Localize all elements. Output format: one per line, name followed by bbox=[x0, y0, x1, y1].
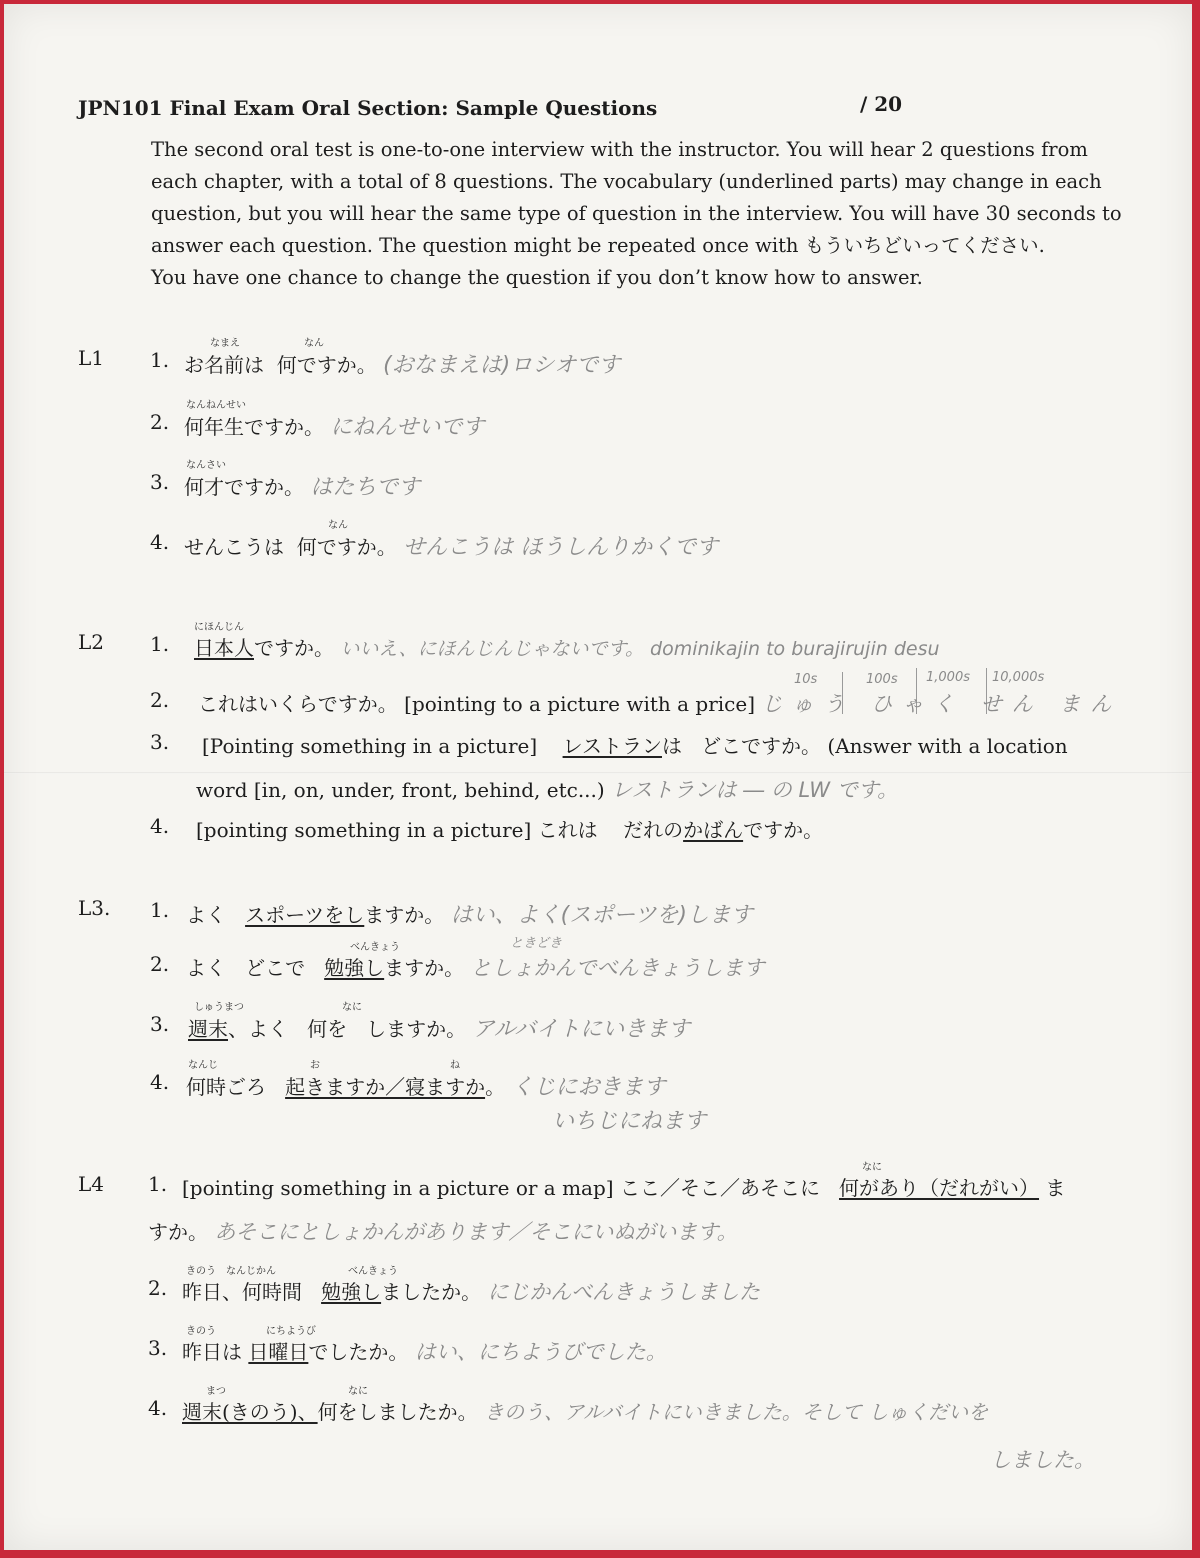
question-number: 4. bbox=[148, 1396, 168, 1420]
handwritten-note: 100s bbox=[866, 672, 898, 687]
question-number: 4. bbox=[150, 530, 170, 554]
question-text: 何才ですか。 はたちです bbox=[184, 475, 421, 500]
question-number: 4. bbox=[150, 1070, 170, 1094]
instruction-line: The second oral test is one-to-one interview with the instructor. You will hear 2 questions from bbox=[151, 138, 1088, 161]
furigana: にちようび bbox=[266, 1326, 316, 1337]
handwritten-answer: はたちです bbox=[310, 475, 421, 500]
furigana: にほんじん bbox=[194, 622, 244, 633]
question-text: 週末(きのう)、何をしましたか。 きのう、アルバイトにいきました。そして しゅくだいを bbox=[182, 1400, 989, 1424]
question-text: すか。 あそこにとしょかんがあります／そこにいぬがいます。 bbox=[148, 1220, 738, 1244]
instruction-line: You have one chance to change the question if you don’t know how to answer. bbox=[151, 266, 923, 289]
handwritten-answer: せんこうは ほうしんりかくです bbox=[403, 535, 719, 560]
instructions bbox=[151, 134, 1141, 294]
question-text: お名前は 何ですか。 (おなまえは)ロシオです bbox=[184, 353, 621, 378]
question-text: よく スポーツをしますか。 はい、よく(スポーツを)します bbox=[186, 903, 753, 928]
handwritten-answer: しました。 bbox=[990, 1448, 1095, 1472]
handwritten-note: ときどき bbox=[510, 936, 563, 951]
furigana: なに bbox=[862, 1162, 882, 1173]
furigana: なん bbox=[304, 338, 324, 349]
handwritten-answer: はい、にちようびでした。 bbox=[414, 1340, 667, 1364]
handwritten-answer: はい、よく(スポーツを)します bbox=[450, 903, 753, 928]
question-number: 3. bbox=[148, 1336, 168, 1360]
question-text: [pointing something in a picture or a map] ここ／そこ／あそこに 何があり（だれがい） ま bbox=[182, 1176, 1066, 1200]
question-number: 3. bbox=[150, 730, 170, 754]
question-text: 何時ごろ 起きますか／寝ますか。 くじにおきます bbox=[186, 1075, 666, 1100]
instruction-line: each chapter, with a total of 8 questions. The vocabulary (underlined parts) may change in each bbox=[151, 170, 1102, 193]
question-text: 週末、よく 何を しますか。 アルバイトにいきます bbox=[188, 1017, 691, 1042]
furigana: なんさい bbox=[186, 460, 226, 471]
furigana: なに bbox=[348, 1386, 368, 1397]
handwritten-answer: にじかんべんきょうしました bbox=[487, 1280, 761, 1304]
handwritten-answer: アルバイトにいきます bbox=[472, 1017, 691, 1042]
furigana: なんねんせい bbox=[186, 400, 246, 411]
question-text: [pointing something in a picture] これは だれのかばんですか。 bbox=[196, 818, 824, 842]
question-number: 2. bbox=[150, 688, 170, 712]
handwritten-answer: いいえ、にほんじんじゃないです。 dominikajin to burajirujin desu bbox=[340, 638, 940, 660]
question-number: 3. bbox=[150, 470, 170, 494]
instruction-line: answer each question. The question might be repeated once with もういちどいってください. bbox=[151, 234, 1045, 257]
furigana: きのう bbox=[186, 1326, 216, 1337]
handwritten-answer: あそこにとしょかんがあります／そこにいぬがいます。 bbox=[214, 1220, 738, 1244]
lesson-label-l3: L3. bbox=[78, 896, 111, 920]
handwritten-answer: にねんせいです bbox=[330, 415, 485, 440]
question-text: せんこうは 何ですか。 せんこうは ほうしんりかくです bbox=[184, 535, 719, 560]
furigana: お bbox=[310, 1060, 320, 1071]
page-title: JPN101 Final Exam Oral Section: Sample Questions bbox=[78, 96, 658, 120]
question-text: 日本人ですか。 いいえ、にほんじんじゃないです。 dominikajin to burajirujin desu bbox=[194, 636, 940, 660]
question-number: 2. bbox=[150, 952, 170, 976]
question-text: 何年生ですか。 にねんせいです bbox=[184, 415, 485, 440]
handwritten-answer: としょかんでべんきょうします bbox=[470, 956, 765, 980]
furigana: しゅうまつ bbox=[194, 1002, 244, 1013]
lesson-label-l1: L1 bbox=[78, 346, 105, 370]
furigana: なまえ bbox=[210, 338, 240, 349]
furigana: きのう なんじかん bbox=[186, 1266, 276, 1277]
question-text: word [in, on, under, front, behind, etc...) レストランは ― の LW です。 bbox=[196, 778, 899, 802]
question-text: 昨日は 日曜日でしたか。 はい、にちようびでした。 bbox=[182, 1340, 667, 1364]
question-number: 4. bbox=[150, 814, 170, 838]
question-number: 2. bbox=[150, 410, 170, 434]
handwritten-answer: いちじにねます bbox=[552, 1109, 707, 1134]
question-text: これはいくらですか。 [pointing to a picture with a price] じゅう ひゃく せん まん bbox=[198, 692, 1122, 716]
lesson-label-l2: L2 bbox=[78, 630, 105, 654]
instruction-line: question, but you will hear the same type of question in the interview. You will have 30 seconds to bbox=[151, 202, 1122, 225]
score-box: / 20 bbox=[860, 92, 903, 116]
handwritten-note: 1,000s bbox=[926, 670, 970, 685]
furigana: ね bbox=[450, 1060, 460, 1071]
furigana: なんじ bbox=[188, 1060, 218, 1071]
handwritten-note: 10,000s bbox=[992, 670, 1045, 685]
question-number: 1. bbox=[150, 348, 170, 372]
question-number: 1. bbox=[150, 632, 170, 656]
furigana: なん bbox=[328, 520, 348, 531]
question-number: 1. bbox=[150, 898, 170, 922]
question-text: 昨日、何時間 勉強しましたか。 にじかんべんきょうしました bbox=[182, 1280, 761, 1304]
question-text: よく どこで 勉強しますか。 としょかんでべんきょうします bbox=[186, 956, 765, 980]
exam-sheet bbox=[4, 4, 1192, 1550]
handwritten-answer: レストランは ― の LW です。 bbox=[611, 778, 899, 802]
furigana: べんきょう bbox=[350, 942, 400, 953]
question-text: [Pointing something in a picture] レストランは どこですか。 (Answer with a location bbox=[202, 734, 1068, 758]
handwritten-answer: くじにおきます bbox=[511, 1075, 666, 1100]
question-number: 3. bbox=[150, 1012, 170, 1036]
handwritten-note: 10s bbox=[794, 672, 818, 687]
furigana: なに bbox=[342, 1002, 362, 1013]
handwritten-answer: (おなまえは)ロシオです bbox=[383, 353, 621, 378]
furigana: まつ bbox=[206, 1386, 226, 1397]
handwritten-answer: じゅう ひゃく せん まん bbox=[761, 692, 1122, 716]
lesson-label-l4: L4 bbox=[78, 1172, 105, 1196]
question-number: 1. bbox=[148, 1172, 168, 1196]
handwritten-answer: きのう、アルバイトにいきました。そして しゅくだいを bbox=[483, 1400, 989, 1424]
furigana: べんきょう bbox=[348, 1266, 398, 1277]
question-number: 2. bbox=[148, 1276, 168, 1300]
